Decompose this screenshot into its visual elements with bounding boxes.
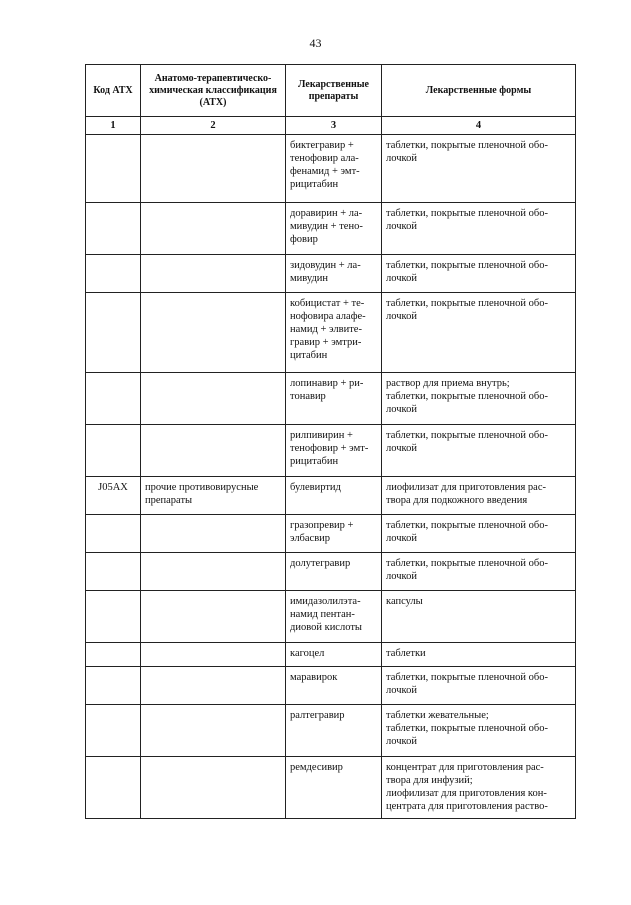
page-number: 43 <box>309 36 322 50</box>
header-text-line: химическая классификация <box>149 85 277 96</box>
dosage-form-line: таблетки, покрытые пленочной обо- <box>386 558 548 569</box>
classification-text-line: препараты <box>145 495 193 506</box>
drug-name-cell <box>286 373 382 425</box>
table-row <box>86 425 576 477</box>
drug-name-cell <box>286 553 382 591</box>
table-row <box>86 705 576 757</box>
dosage-forms-cell <box>382 135 576 203</box>
dosage-form-line: лочкой <box>386 443 417 454</box>
dosage-form-line: лочкой <box>386 685 417 696</box>
atx-drug-table <box>85 64 576 819</box>
header-text-line: препараты <box>308 91 359 102</box>
drug-name-line: булевиртид <box>290 482 341 493</box>
atx-classification-cell <box>141 591 286 643</box>
drug-name-line: фовир <box>290 234 318 245</box>
table-row <box>86 757 576 819</box>
header-text-line: Лекарственные <box>298 79 369 90</box>
header-atx-classification <box>141 65 286 117</box>
dosage-form-line: лочкой <box>386 221 417 232</box>
table-row <box>86 477 576 515</box>
header-drugs <box>286 65 382 117</box>
dosage-form-line: таблетки <box>386 648 426 659</box>
dosage-forms-cell <box>382 373 576 425</box>
classification-text-line: прочие противовирусные <box>145 482 259 493</box>
drug-name-line: тенофовир ала- <box>290 153 359 164</box>
dosage-form-line: концентрат для приготовления рас- <box>386 762 544 773</box>
header-row <box>86 65 576 117</box>
dosage-forms-cell <box>382 757 576 819</box>
drug-name-line: цитабин <box>290 350 328 361</box>
drug-name-cell <box>286 515 382 553</box>
drug-name-cell <box>286 705 382 757</box>
dosage-form-line: таблетки, покрытые пленочной обо- <box>386 298 548 309</box>
column-number: 3 <box>286 117 382 135</box>
dosage-form-line: таблетки, покрытые пленочной обо- <box>386 140 548 151</box>
table-row <box>86 515 576 553</box>
atx-classification-cell <box>141 515 286 553</box>
drug-name-line: лопинавир + ри- <box>290 378 364 389</box>
drug-name-line: тонавир <box>290 391 326 402</box>
drug-name-line: гравир + эмтри- <box>290 337 362 348</box>
atx-classification-cell <box>141 477 286 515</box>
drug-name-line: ралтегравир <box>290 710 345 721</box>
atx-classification-cell <box>141 643 286 667</box>
atx-classification-cell <box>141 667 286 705</box>
dosage-form-line: твора для инфузий; <box>386 775 473 786</box>
drug-name-line: рилпивирин + <box>290 430 353 441</box>
atx-code-cell: J05AX <box>86 477 141 515</box>
table-row <box>86 255 576 293</box>
dosage-form-line: таблетки, покрытые пленочной обо- <box>386 260 548 271</box>
atx-code-cell <box>86 591 141 643</box>
atx-classification-cell <box>141 553 286 591</box>
dosage-forms-cell <box>382 515 576 553</box>
drug-name-cell <box>286 425 382 477</box>
header-dosage-forms <box>382 65 576 117</box>
atx-code-cell <box>86 643 141 667</box>
dosage-form-line: лочкой <box>386 273 417 284</box>
dosage-form-line: таблетки, покрытые пленочной обо- <box>386 430 548 441</box>
drug-name-line: тенофовир + эмт- <box>290 443 369 454</box>
dosage-form-line: лочкой <box>386 533 417 544</box>
atx-classification-cell <box>141 373 286 425</box>
drug-name-line: мивудин <box>290 273 329 284</box>
dosage-form-line: лиофилизат для приготовления кон- <box>386 788 547 799</box>
drug-name-line: мивудин + тено- <box>290 221 363 232</box>
atx-classification-cell <box>141 757 286 819</box>
drug-name-line: кагоцел <box>290 648 325 659</box>
drug-name-line: намид пентан- <box>290 609 355 620</box>
drug-name-cell <box>286 757 382 819</box>
drug-name-line: элбасвир <box>290 533 331 544</box>
drug-name-line: нофовира алафе- <box>290 311 366 322</box>
dosage-form-line: таблетки, покрытые пленочной обо- <box>386 520 548 531</box>
dosage-form-line: центрата для приготовления раство- <box>386 801 548 812</box>
dosage-forms-cell <box>382 203 576 255</box>
dosage-form-line: таблетки жевательные; <box>386 710 489 721</box>
table-row <box>86 643 576 667</box>
atx-code-cell <box>86 135 141 203</box>
dosage-form-line: лочкой <box>386 153 417 164</box>
column-number: 2 <box>141 117 286 135</box>
dosage-form-line: лочкой <box>386 571 417 582</box>
atx-code-cell <box>86 667 141 705</box>
drug-name-line: маравирок <box>290 672 338 683</box>
table-row <box>86 591 576 643</box>
dosage-form-line: лочкой <box>386 404 417 415</box>
column-number-row <box>86 117 576 135</box>
header-text-line: Лекарственные формы <box>425 85 532 96</box>
atx-classification-cell <box>141 255 286 293</box>
drug-name-cell <box>286 135 382 203</box>
drug-name-line: рицитабин <box>290 456 339 467</box>
atx-code-cell <box>86 705 141 757</box>
atx-code-cell <box>86 553 141 591</box>
drug-name-line: долутегравир <box>290 558 351 569</box>
header-text-line: Анатомо-терапевтическо- <box>154 73 272 84</box>
atx-code-cell <box>86 515 141 553</box>
dosage-forms-cell <box>382 667 576 705</box>
dosage-form-line: таблетки, покрытые пленочной обо- <box>386 723 548 734</box>
atx-code-cell <box>86 757 141 819</box>
atx-code-cell <box>86 425 141 477</box>
atx-classification-cell <box>141 705 286 757</box>
atx-classification-cell <box>141 203 286 255</box>
atx-code-cell <box>86 203 141 255</box>
dosage-forms-cell <box>382 705 576 757</box>
header-text-line: Код АТХ <box>93 85 133 96</box>
dosage-form-line: таблетки, покрытые пленочной обо- <box>386 672 548 683</box>
column-number: 1 <box>86 117 141 135</box>
drug-name-cell <box>286 293 382 373</box>
drug-name-line: зидовудин + ла- <box>290 260 361 271</box>
drug-name-line: имидазолилэта- <box>290 596 361 607</box>
drug-name-cell <box>286 667 382 705</box>
drug-name-cell <box>286 591 382 643</box>
table-row <box>86 553 576 591</box>
atx-classification-cell <box>141 425 286 477</box>
dosage-forms-cell <box>382 425 576 477</box>
table-row <box>86 373 576 425</box>
atx-code-cell <box>86 255 141 293</box>
atx-classification-cell <box>141 293 286 373</box>
header-atx-code <box>86 65 141 117</box>
table-row <box>86 135 576 203</box>
dosage-form-line: твора для подкожного введения <box>386 495 528 506</box>
column-number: 4 <box>382 117 576 135</box>
table-row <box>86 203 576 255</box>
drug-name-line: рицитабин <box>290 179 339 190</box>
table-row <box>86 667 576 705</box>
dosage-forms-cell <box>382 255 576 293</box>
atx-classification-cell <box>141 135 286 203</box>
drug-name-cell <box>286 643 382 667</box>
dosage-forms-cell <box>382 477 576 515</box>
drug-name-line: биктегравир + <box>290 140 354 151</box>
drug-name-cell <box>286 477 382 515</box>
atx-code-cell <box>86 293 141 373</box>
dosage-form-line: капсулы <box>386 596 423 607</box>
table-row <box>86 293 576 373</box>
dosage-form-line: таблетки, покрытые пленочной обо- <box>386 391 548 402</box>
drug-name-cell <box>286 203 382 255</box>
drug-name-cell <box>286 255 382 293</box>
drug-name-line: гразопревир + <box>290 520 354 531</box>
drug-name-line: диовой кислоты <box>290 622 362 633</box>
dosage-forms-cell <box>382 553 576 591</box>
drug-name-line: намид + элвите- <box>290 324 362 335</box>
dosage-form-line: таблетки, покрытые пленочной обо- <box>386 208 548 219</box>
dosage-form-line: лочкой <box>386 311 417 322</box>
dosage-forms-cell <box>382 643 576 667</box>
drug-name-line: фенамид + эмт- <box>290 166 360 177</box>
drug-name-line: ремдесивир <box>290 762 343 773</box>
atx-code-cell <box>86 373 141 425</box>
dosage-form-line: раствор для приема внутрь; <box>386 378 510 389</box>
drug-name-line: кобицистат + те- <box>290 298 365 309</box>
drug-name-line: доравирин + ла- <box>290 208 363 219</box>
dosage-form-line: лиофилизат для приготовления рас- <box>386 482 547 493</box>
dosage-form-line: лочкой <box>386 736 417 747</box>
dosage-forms-cell <box>382 293 576 373</box>
header-text-line: (АТХ) <box>199 97 227 108</box>
dosage-forms-cell <box>382 591 576 643</box>
